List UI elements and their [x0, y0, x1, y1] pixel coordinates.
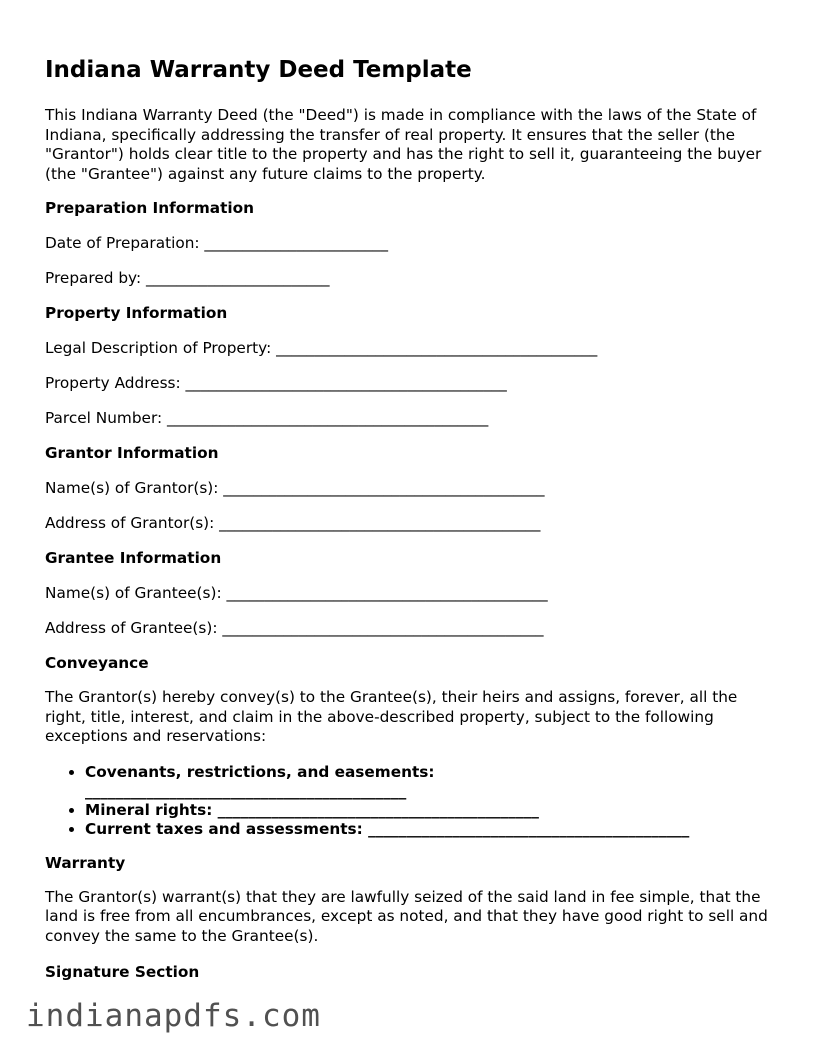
signature-heading: Signature Section: [45, 963, 200, 981]
property-address-field[interactable]: Property Address: __________________________________________: [45, 374, 507, 392]
intro-paragraph: This Indiana Warranty Deed (the "Deed") is made in compliance with the laws of the State of Indiana, specifically addressing the transfer of real property. It ensures that the seller (the "Grantor") holds clear title to the property and has the right to sell it, guaranteeing the buyer (the "Grantee") against any future claims to the property.: [45, 106, 762, 183]
list-item[interactable]: • Current taxes and assessments: __________________________________________: [85, 820, 775, 839]
list-item[interactable]: • Mineral rights: __________________________________________: [85, 801, 775, 820]
property-heading: Property Information: [45, 304, 228, 322]
conveyance-paragraph: The Grantor(s) hereby convey(s) to the Grantee(s), their heirs and assigns, forever, all the right, title, interest, and claim in the above-described property, subject to the following exceptions and reservations:: [45, 688, 738, 745]
grantor-heading: Grantor Information: [45, 444, 219, 462]
parcel-number-field[interactable]: Parcel Number: __________________________________________: [45, 409, 489, 427]
prepared-by-field[interactable]: Prepared by: ________________________: [45, 269, 330, 287]
grantee-address-field[interactable]: Address of Grantee(s): __________________________________________: [45, 619, 544, 637]
deed-document: [45, 52, 775, 997]
exceptions-list: [45, 763, 775, 839]
site-watermark: indianapdfs.com: [26, 998, 321, 1034]
document-title: Indiana Warranty Deed Template: [45, 57, 472, 83]
legal-description-field[interactable]: Legal Description of Property: __________________________________________: [45, 339, 598, 357]
list-item[interactable]: • Covenants, restrictions, and easements: __________________________________________: [85, 763, 465, 801]
warranty-paragraph: The Grantor(s) warrant(s) that they are lawfully seized of the said land in fee simple, that the land is free from all encumbrances, except as noted, and that they have good right to sell and convey the same to the Grantee(s).: [45, 887, 768, 945]
grantor-names-field[interactable]: Name(s) of Grantor(s): __________________________________________: [45, 479, 545, 497]
warranty-heading: Warranty: [45, 853, 126, 872]
conveyance-heading: Conveyance: [45, 654, 149, 672]
date-of-preparation-field[interactable]: Date of Preparation: ________________________: [45, 234, 388, 252]
grantee-names-field[interactable]: Name(s) of Grantee(s): __________________________________________: [45, 584, 548, 602]
grantor-address-field[interactable]: Address of Grantor(s): __________________________________________: [45, 514, 541, 532]
preparation-heading: Preparation Information: [45, 199, 255, 217]
grantee-heading: Grantee Information: [45, 549, 222, 567]
